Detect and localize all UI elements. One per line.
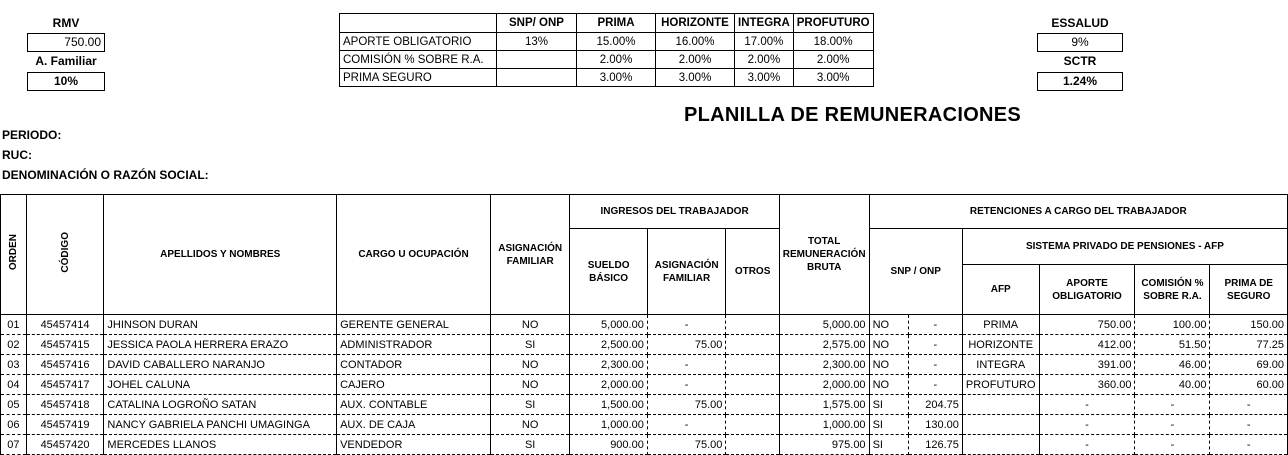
payroll-table — [0, 194, 1288, 455]
rate-cell[interactable]: 2.00% — [577, 51, 656, 69]
rate-cell[interactable]: 15.00% — [577, 33, 656, 51]
snp-flag-cell[interactable]: NO — [869, 335, 908, 355]
afp-cell[interactable] — [962, 395, 1039, 415]
rate-cell[interactable]: 18.00% — [793, 33, 873, 51]
nombre-cell[interactable]: JOHEL CALUNA — [104, 375, 337, 395]
aporte-cell[interactable]: 360.00 — [1039, 375, 1135, 395]
total-cell[interactable]: 5,000.00 — [779, 315, 869, 335]
asignacion-cell[interactable]: SI — [490, 435, 570, 455]
prima-cell[interactable]: - — [1210, 435, 1288, 455]
rmv-label: RMV — [52, 16, 80, 30]
otros-cell[interactable] — [726, 375, 779, 395]
header-asignacion: ASIGNACIÓN FAMILIAR — [490, 195, 570, 315]
comision-cell[interactable]: - — [1135, 395, 1210, 415]
asig-familiar-cell[interactable]: 75.00 — [647, 335, 726, 355]
af-value[interactable]: 10% — [27, 72, 105, 91]
sueldo-cell[interactable]: 2,500.00 — [570, 335, 647, 355]
rate-cell[interactable]: 3.00% — [656, 69, 735, 87]
orden-cell[interactable]: 04 — [1, 375, 27, 395]
asig-familiar-cell[interactable]: 75.00 — [647, 395, 726, 415]
rates-table — [339, 13, 874, 87]
sctr-value[interactable]: 1.24% — [1037, 72, 1123, 91]
rates-header-snp: SNP/ ONP — [497, 14, 577, 33]
aporte-cell[interactable]: - — [1039, 435, 1135, 455]
nombre-cell[interactable]: JHINSON DURAN — [104, 315, 337, 335]
cargo-cell[interactable]: CAJERO — [337, 375, 491, 395]
orden-cell[interactable]: 03 — [1, 355, 27, 375]
comision-cell[interactable]: 40.00 — [1135, 375, 1210, 395]
cargo-cell[interactable]: CONTADOR — [337, 355, 491, 375]
prima-cell[interactable]: 77.25 — [1210, 335, 1288, 355]
prima-cell[interactable]: 150.00 — [1210, 315, 1288, 335]
asignacion-cell[interactable]: SI — [490, 395, 570, 415]
header-prima: PRIMA DE SEGURO — [1210, 265, 1288, 315]
aporte-cell[interactable]: - — [1039, 415, 1135, 435]
rate-cell[interactable]: 13% — [497, 33, 577, 51]
table-row — [1, 375, 1288, 395]
ruc-label: RUC: — [2, 148, 32, 162]
afp-cell[interactable] — [962, 435, 1039, 455]
asignacion-cell[interactable]: SI — [490, 335, 570, 355]
snp-flag-cell[interactable]: SI — [869, 435, 908, 455]
total-cell[interactable]: 2,575.00 — [779, 335, 869, 355]
rate-cell[interactable]: 2.00% — [735, 51, 794, 69]
cargo-cell[interactable]: GERENTE GENERAL — [337, 315, 491, 335]
periodo-label: PERIODO: — [2, 128, 62, 142]
rate-cell[interactable] — [497, 51, 577, 69]
snp-value-cell[interactable]: 130.00 — [908, 415, 962, 435]
total-cell[interactable]: 2,000.00 — [779, 375, 869, 395]
afp-cell[interactable] — [962, 415, 1039, 435]
otros-cell[interactable] — [726, 355, 779, 375]
af-label: A. Familiar — [35, 54, 97, 68]
sueldo-cell[interactable]: 1,500.00 — [570, 395, 647, 415]
sctr-label: SCTR — [1063, 54, 1097, 68]
sueldo-cell[interactable]: 900.00 — [570, 435, 647, 455]
rate-cell[interactable]: 16.00% — [656, 33, 735, 51]
snp-flag-cell[interactable]: SI — [869, 415, 908, 435]
codigo-cell[interactable]: 45457415 — [26, 335, 104, 355]
rates-row-label: APORTE OBLIGATORIO — [340, 33, 497, 51]
header-codigo: CÓDIGO — [26, 195, 104, 315]
header-snp: SNP / ONP — [869, 229, 962, 315]
total-cell[interactable]: 975.00 — [779, 435, 869, 455]
asignacion-cell[interactable]: NO — [490, 315, 570, 335]
asig-familiar-cell[interactable]: - — [647, 375, 726, 395]
snp-value-cell[interactable]: - — [908, 335, 962, 355]
prima-cell[interactable]: - — [1210, 395, 1288, 415]
orden-cell[interactable]: 07 — [1, 435, 27, 455]
nombre-cell[interactable]: MERCEDES LLANOS — [104, 435, 337, 455]
otros-cell[interactable] — [726, 335, 779, 355]
rates-header-profuturo: PROFUTURO — [793, 14, 873, 33]
prima-cell[interactable]: 69.00 — [1210, 355, 1288, 375]
sueldo-cell[interactable]: 2,000.00 — [570, 375, 647, 395]
comision-cell[interactable]: - — [1135, 435, 1210, 455]
rate-cell[interactable]: 3.00% — [793, 69, 873, 87]
afp-cell[interactable]: HORIZONTE — [962, 335, 1039, 355]
sueldo-cell[interactable]: 2,300.00 — [570, 355, 647, 375]
sueldo-cell[interactable]: 1,000.00 — [570, 415, 647, 435]
rates-header-integra: INTEGRA — [735, 14, 794, 33]
comision-cell[interactable]: - — [1135, 415, 1210, 435]
prima-cell[interactable]: - — [1210, 415, 1288, 435]
table-row — [1, 335, 1288, 355]
snp-flag-cell[interactable]: NO — [869, 355, 908, 375]
rates-row-label: COMISIÓN % SOBRE R.A. — [340, 51, 497, 69]
orden-cell[interactable]: 05 — [1, 395, 27, 415]
aporte-cell[interactable]: 391.00 — [1039, 355, 1135, 375]
cargo-cell[interactable]: VENDEDOR — [337, 435, 491, 455]
cargo-cell[interactable]: AUX. CONTABLE — [337, 395, 491, 415]
codigo-cell[interactable]: 45457414 — [26, 315, 104, 335]
header-afp: AFP — [962, 265, 1039, 315]
header-asig-familiar: ASIGNACIÓN FAMILIAR — [647, 229, 726, 315]
rates-corner — [340, 14, 497, 33]
total-cell[interactable]: 1,000.00 — [779, 415, 869, 435]
afp-cell[interactable]: PRIMA — [962, 315, 1039, 335]
asig-familiar-cell[interactable]: - — [647, 355, 726, 375]
snp-flag-cell[interactable]: NO — [869, 315, 908, 335]
snp-flag-cell[interactable]: NO — [869, 375, 908, 395]
otros-cell[interactable] — [726, 315, 779, 335]
header-total: TOTAL REMUNERACIÓN BRUTA — [779, 195, 869, 315]
asignacion-cell[interactable]: NO — [490, 375, 570, 395]
otros-cell[interactable] — [726, 435, 779, 455]
header-comision: COMISIÓN % SOBRE R.A. — [1135, 265, 1210, 315]
asignacion-cell[interactable]: NO — [490, 355, 570, 375]
codigo-cell[interactable]: 45457420 — [26, 435, 104, 455]
rates-row-label: PRIMA SEGURO — [340, 69, 497, 87]
asig-familiar-cell[interactable]: 75.00 — [647, 435, 726, 455]
snp-flag-cell[interactable]: SI — [869, 395, 908, 415]
total-cell[interactable]: 2,300.00 — [779, 355, 869, 375]
nombre-cell[interactable]: NANCY GABRIELA PANCHI UMAGINGA — [104, 415, 337, 435]
codigo-cell[interactable]: 45457416 — [26, 355, 104, 375]
table-row — [1, 355, 1288, 375]
comision-cell[interactable]: 51.50 — [1135, 335, 1210, 355]
header-cargo: CARGO U OCUPACIÓN — [337, 195, 491, 315]
table-row — [1, 315, 1288, 335]
rates-header-horizonte: HORIZONTE — [656, 14, 735, 33]
asignacion-cell[interactable]: NO — [490, 415, 570, 435]
sueldo-cell[interactable]: 5,000.00 — [570, 315, 647, 335]
header-ingresos: INGRESOS DEL TRABAJADOR — [570, 195, 779, 229]
codigo-cell[interactable]: 45457417 — [26, 375, 104, 395]
header-retenciones: RETENCIONES A CARGO DEL TRABAJADOR — [869, 195, 1287, 229]
otros-cell[interactable] — [726, 395, 779, 415]
aporte-cell[interactable]: 412.00 — [1039, 335, 1135, 355]
asig-familiar-cell[interactable]: - — [647, 415, 726, 435]
orden-cell[interactable]: 06 — [1, 415, 27, 435]
aporte-cell[interactable]: - — [1039, 395, 1135, 415]
nombre-cell[interactable]: CATALINA LOGROÑO SATAN — [104, 395, 337, 415]
rmv-value[interactable]: 750.00 — [27, 33, 105, 52]
essalud-value[interactable]: 9% — [1037, 33, 1123, 52]
rate-cell[interactable]: 3.00% — [735, 69, 794, 87]
afp-cell[interactable]: PROFUTURO — [962, 375, 1039, 395]
orden-cell[interactable]: 01 — [1, 315, 27, 335]
header-spp: SISTEMA PRIVADO DE PENSIONES - AFP — [962, 229, 1287, 265]
otros-cell[interactable] — [726, 415, 779, 435]
rate-cell[interactable] — [497, 69, 577, 87]
table-row — [1, 395, 1288, 415]
nombre-cell[interactable]: JESSICA PAOLA HERRERA ERAZO — [104, 335, 337, 355]
total-cell[interactable]: 1,575.00 — [779, 395, 869, 415]
header-nombres: APELLIDOS Y NOMBRES — [104, 195, 337, 315]
header-sueldo: SUELDO BÁSICO — [570, 229, 647, 315]
snp-value-cell[interactable]: - — [908, 315, 962, 335]
header-orden: ORDEN — [1, 195, 27, 315]
comision-cell[interactable]: 46.00 — [1135, 355, 1210, 375]
essalud-label: ESSALUD — [1051, 16, 1109, 30]
snp-value-cell[interactable]: - — [908, 355, 962, 375]
rate-cell[interactable]: 2.00% — [793, 51, 873, 69]
codigo-cell[interactable]: 45457419 — [26, 415, 104, 435]
cargo-cell[interactable]: AUX. DE CAJA — [337, 415, 491, 435]
aporte-cell[interactable]: 750.00 — [1039, 315, 1135, 335]
rates-header-prima: PRIMA — [577, 14, 656, 33]
afp-cell[interactable]: INTEGRA — [962, 355, 1039, 375]
codigo-cell[interactable]: 45457418 — [26, 395, 104, 415]
table-row — [1, 415, 1288, 435]
snp-value-cell[interactable]: 126.75 — [908, 435, 962, 455]
prima-cell[interactable]: 60.00 — [1210, 375, 1288, 395]
table-row — [1, 435, 1288, 455]
snp-value-cell[interactable]: - — [908, 375, 962, 395]
razon-social-label: DENOMINACIÓN O RAZÓN SOCIAL: — [2, 168, 209, 182]
orden-cell[interactable]: 02 — [1, 335, 27, 355]
page-title: PLANILLA DE REMUNERACIONES — [684, 104, 1022, 126]
header-aporte: APORTE OBLIGATORIO — [1039, 265, 1135, 315]
nombre-cell[interactable]: DAVID CABALLERO NARANJO — [104, 355, 337, 375]
header-otros: OTROS — [726, 229, 779, 315]
comision-cell[interactable]: 100.00 — [1135, 315, 1210, 335]
cargo-cell[interactable]: ADMINISTRADOR — [337, 335, 491, 355]
snp-value-cell[interactable]: 204.75 — [908, 395, 962, 415]
rate-cell[interactable]: 3.00% — [577, 69, 656, 87]
rate-cell[interactable]: 2.00% — [656, 51, 735, 69]
rate-cell[interactable]: 17.00% — [735, 33, 794, 51]
asig-familiar-cell[interactable]: - — [647, 315, 726, 335]
